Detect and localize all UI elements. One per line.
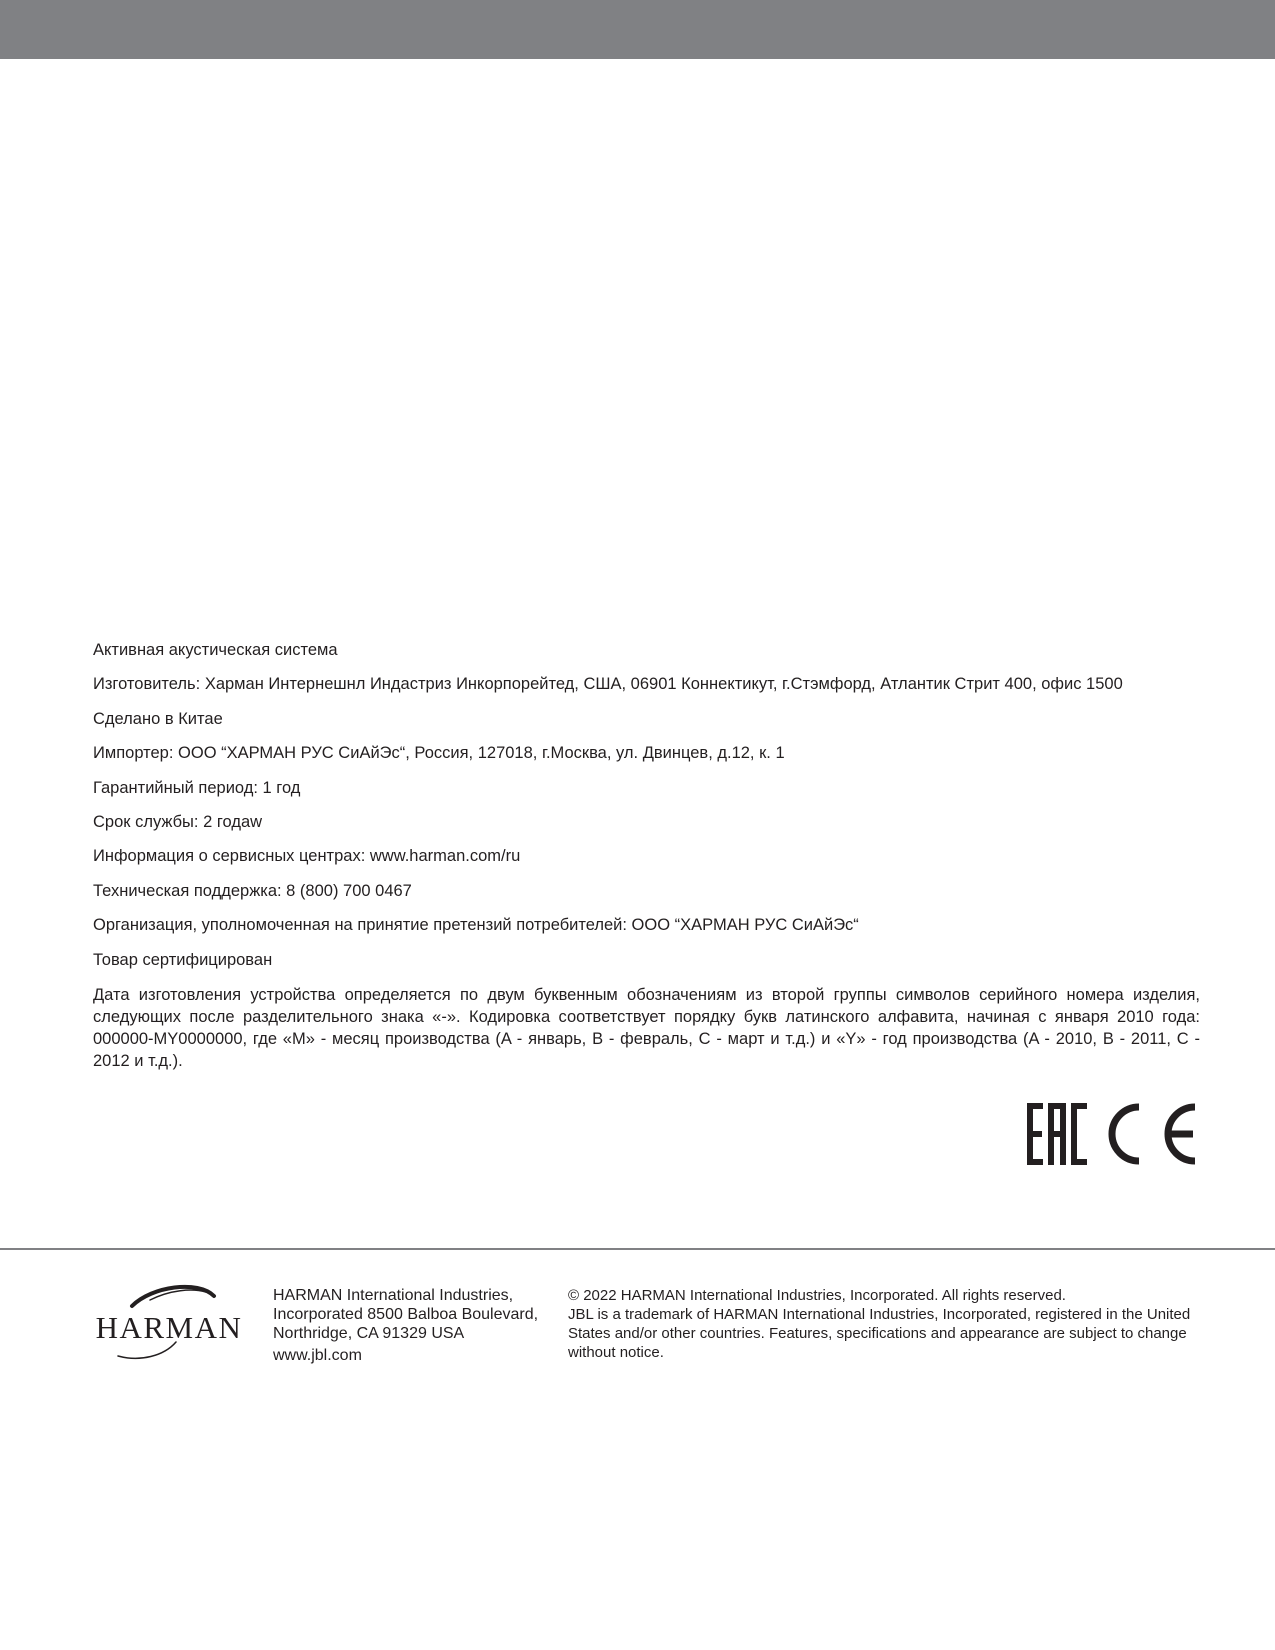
company-address <box>273 1286 553 1365</box>
header-band <box>0 0 1275 59</box>
address-line-2: Incorporated 8500 Balboa Boulevard, <box>273 1306 539 1323</box>
made-in-line: Сделано в Китае <box>93 709 223 728</box>
website-link[interactable]: www.jbl.com <box>273 1347 362 1364</box>
warranty-line: Гарантийный период: 1 год <box>93 778 301 797</box>
tech-support-line: Техническая поддержка: 8 (800) 700 0467 <box>93 881 412 900</box>
address-line-3: Northridge, CA 91329 USA <box>273 1325 465 1342</box>
certified-line: Товар сертифицирован <box>93 950 273 969</box>
ce-mark-icon <box>1112 1107 1195 1161</box>
certification-marks <box>1027 1100 1202 1168</box>
harman-logo <box>90 1278 248 1364</box>
production-date-paragraph: Дата изготовления устройства определяется по двум буквенным обозначениям из второй группы символов серийного номера изделия, следующих после разделительного знака «-». Кодировка соответствует порядку букв латинского алфавита, начиная с января 2010 года: 000000-MY0000000, где «M» - месяц производства (A - январь, B - февраль, C - март и т.д.) и «Y» - год производства (A - 2010, B - 2011, C - 2012 и т.д.). <box>93 985 1200 1070</box>
address-line-1: HARMAN International Industries, <box>273 1287 514 1304</box>
product-info-block <box>93 640 1200 1072</box>
importer-line: Импортер: ООО “ХАРМАН РУС СиАйЭс“, Россия, 127018, г.Москва, ул. Двинцев, д.12, к. 1 <box>93 744 785 763</box>
footer-divider <box>0 1248 1275 1250</box>
service-centers-line: Информация о сервисных центрах: www.harman.com/ru <box>93 847 521 866</box>
eac-mark-icon <box>1027 1103 1087 1165</box>
copyright-text: © 2022 HARMAN International Industries, Incorporated. All rights reserved. <box>568 1287 1066 1304</box>
logo-wordmark: HARMAN <box>95 1310 243 1345</box>
manufacturer-line: Изготовитель: Харман Интернешнл Индастриз Инкорпорейтед, США, 06901 Коннектикут, г.Стэмфорд, Атлантик Стрит 400, офис 1500 <box>93 675 1123 694</box>
logo-swoosh-top-icon <box>132 1287 214 1306</box>
claims-organization-line: Организация, уполномоченная на принятие претензий потребителей: ООО “ХАРМАН РУС СиАйЭс“ <box>93 916 859 935</box>
service-life-line: Срок службы: 2 годaw <box>93 812 263 831</box>
trademark-text: JBL is a trademark of HARMAN International Industries, Incorporated, registered in the United States and/or other countries. Features, specifications and appearance are subject to change without notice. <box>568 1306 1191 1361</box>
product-type-line: Активная акустическая система <box>93 641 338 659</box>
legal-notice <box>568 1286 1208 1362</box>
